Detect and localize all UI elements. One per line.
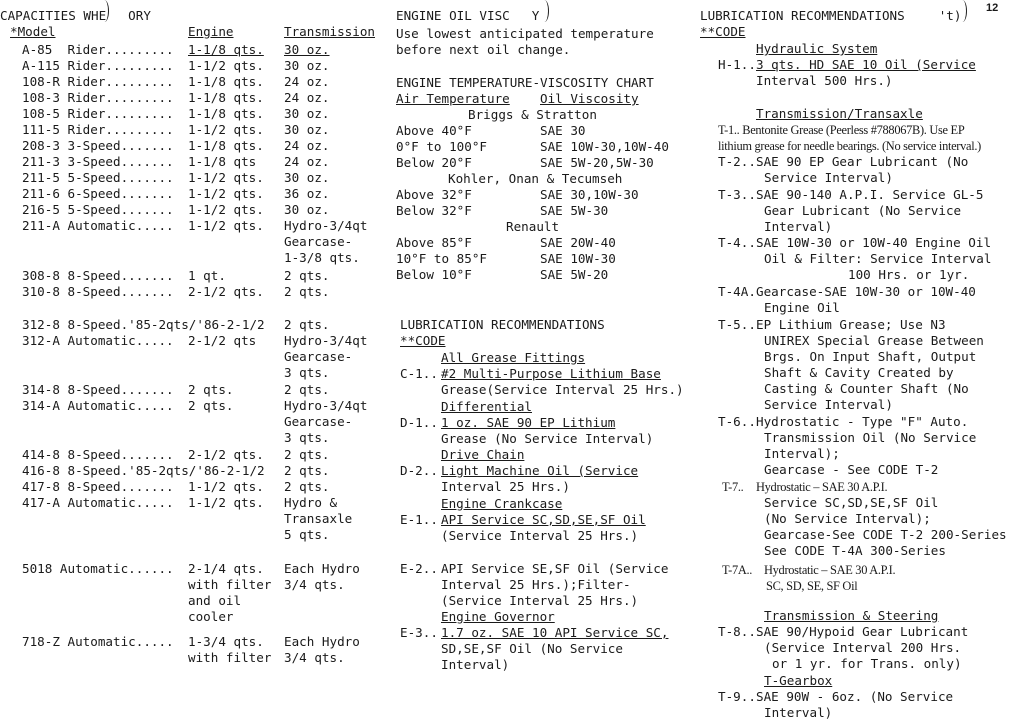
lub-right-line: Engine Oil [764,300,840,315]
capacities-row-model: 108-R Rider......... [22,74,174,89]
lub-right-code: T-4.. [718,235,756,250]
viscosity-value: SAE 5W-20 [540,267,609,282]
capacities-row-transmission: 2 qts. [284,268,330,283]
code-h1: H-1.. [718,57,756,72]
capacities-row-engine: 1-1/8 qts. [188,42,264,57]
lub-mid-line: (Service Interval 25 Hrs.) [441,528,639,543]
lub-mid-line: Light Machine Oil (Service [441,463,639,478]
lub-right-code: T-7A.. [722,563,753,577]
capacities-row-engine: 1 qt. [188,268,226,283]
lub-right-line: Brgs. On Input Shaft, Output [764,349,977,364]
capacities-row-engine: 2 qts. [188,382,234,397]
lub-right-code: T-5.. [718,317,756,332]
capacities-row-transmission: 30 oz. [284,122,330,137]
lub-right-code-header: **CODE [700,24,746,39]
viscosity-temp: Above 40°F [396,123,472,138]
viscosity-group-name: Renault [506,219,560,234]
capacities-row-model: 312-A Automatic..... [22,333,174,348]
capacities-row-model: A-115 Rider......... [22,58,174,73]
lub-right-line: or 1 yr. for Trans. only) [772,656,962,671]
smudge-mark [100,0,109,22]
capacities-row-transmission: 24 oz. [284,74,330,89]
lub-mid-code: E-2.. [400,561,438,576]
lub-right-line: Gear Lubricant (No Service [764,203,962,218]
lub-mid-line: Interval) [441,657,510,672]
capacities-row-model: 211-6 6-Speed....... [22,186,174,201]
lub-mid-line: 1 oz. SAE 90 EP Lithium [441,415,616,430]
capacities-row-transmission: 1-3/8 qts. [284,250,360,265]
lub-right-line: Interval) [764,219,833,234]
capacities-row-engine: with filter [188,650,272,665]
lub-right-line: Gearcase - See CODE T-2 [764,462,939,477]
capacities-row-model: 416-8 8-Speed.'85-2qts/'86-2-1/2 [22,463,265,478]
lub-mid-line: SD,SE,SF Oil (No Service [441,641,623,656]
capacities-row-transmission: 5 qts. [284,527,330,542]
lub-mid-code: D-2.. [400,463,438,478]
lub-mid-heading: Differential [441,399,532,414]
capacities-row-model: 5018 Automatic...... [22,561,174,576]
viscosity-value: SAE 5W-30 [540,203,609,218]
lub-right-code: T-8.. [718,624,756,639]
capacities-row-model: 417-8 8-Speed....... [22,479,174,494]
smudge-mark [958,0,967,22]
lub-right-line: EP Lithium Grease; Use N3 [756,317,946,332]
viscosity-value: SAE 10W-30 [540,251,616,266]
capacities-row-transmission: Hydro-3/4qt [284,218,368,233]
engine-oil-line2: before next oil change. [396,42,571,57]
capacities-row-engine: 1-1/2 qts. [188,186,264,201]
capacities-row-transmission: 30 oz. [284,170,330,185]
capacities-row-transmission: 2 qts. [284,382,330,397]
capacities-row-transmission: Transaxle [284,511,353,526]
lub-right-line: Service SC,SD,SE,SF Oil [764,495,939,510]
capacities-row-engine: 1-1/8 qts. [188,90,264,105]
capacities-row-engine: 2-1/4 qts. [188,561,264,576]
lub-right-code: T-4A. [718,284,756,299]
capacities-row-transmission: 2 qts. [284,284,330,299]
capacities-row-transmission: 2 qts. [284,463,330,478]
capacities-title [0,8,151,24]
capacities-row-engine: 1-1/2 qts. [188,495,264,510]
col-header-transmission: Transmission [284,24,375,39]
viscosity-value: SAE 30,10W-30 [540,187,639,202]
capacities-row-transmission: 30 oz. [284,106,330,121]
capacities-row-transmission: 24 oz. [284,138,330,153]
viscosity-col-oil: Oil Viscosity [540,91,639,106]
viscosity-value: SAE 30 [540,123,586,138]
lub-right-line: SAE 90W - 6oz. (No Service [756,689,954,704]
col-header-model: *Model [10,24,56,39]
lub-mid-heading: All Grease Fittings [441,350,586,365]
lub-right-line: Hydrostatic - Type "F" Auto. [756,414,969,429]
viscosity-temp: 0°F to 100°F [396,139,487,154]
capacities-row-transmission: 2 qts. [284,317,330,332]
viscosity-temp: Above 85°F [396,235,472,250]
lub-right-line: Hydrostatic – SAE 30 A.P.I. [756,480,888,494]
lub-mid-line: Grease(Service Interval 25 Hrs.) [441,382,684,397]
capacities-row-engine: 1-1/8 qts. [188,138,264,153]
lub-right-line: 100 Hrs. or 1yr. [848,267,970,282]
capacities-row-transmission: 30 oz. [284,202,330,217]
capacities-row-model: 108-3 Rider......... [22,90,174,105]
capacities-row-engine: 2-1/2 qts [188,333,257,348]
col-header-engine: Engine [188,24,234,39]
lub-right-code: T-2.. [718,154,756,169]
capacities-row-transmission: 24 oz. [284,154,330,169]
hydraulic-heading: Hydraulic System [756,41,878,56]
lub-mid-line: (Service Interval 25 Hrs.) [441,593,639,608]
lub-right-line: SAE 90 EP Gear Lubricant (No [756,154,969,169]
capacities-row-transmission: 24 oz. [284,90,330,105]
capacities-row-model: 312-8 8-Speed.'85-2qts/'86-2-1/2 [22,317,265,332]
viscosity-temp: 10°F to 85°F [396,251,487,266]
capacities-row-model: A-85 Rider......... [22,42,174,57]
capacities-row-model: 211-5 5-Speed....... [22,170,174,185]
capacities-row-engine: 1-1/2 qts. [188,479,264,494]
capacities-row-engine: 1-1/8 qts. [188,74,264,89]
viscosity-temp: Below 20°F [396,155,472,170]
capacities-row-engine: 2-1/2 qts. [188,447,264,462]
capacities-row-engine: 2 qts. [188,398,234,413]
capacities-row-transmission: Each Hydro [284,561,360,576]
lub-mid-line: Grease (No Service Interval) [441,431,654,446]
lub-right-code: T-9.. [718,689,756,704]
lub-right-line: SAE 10W-30 or 10W-40 Engine Oil [756,235,992,250]
lub-right-line: Gearcase-SAE 10W-30 or 10W-40 [756,284,976,299]
lub-right-line: (No Service Interval); [764,511,931,526]
t1-line1: T-1.. Bentonite Grease (Peerless #788067B). Use EP [718,123,965,137]
h1-line2: Interval 500 Hrs.) [756,73,893,88]
transaxle-heading: Transmission/Transaxle [756,106,923,121]
capacities-row-model: 208-3 3-Speed....... [22,138,174,153]
lub-mid-title: LUBRICATION RECOMMENDATIONS [400,317,605,332]
lub-right-line: Interval) [764,705,833,720]
capacities-row-engine: 1-1/8 qts. [188,106,264,121]
lub-mid-code: E-3.. [400,625,438,640]
engine-oil-title [396,8,539,24]
lub-right-line: Service Interval) [764,170,893,185]
lub-right-line: Service Interval) [764,397,893,412]
lub-right-line: Hydrostatic – SAE 30 A.P.I. [764,563,896,577]
viscosity-temp: Above 32°F [396,187,472,202]
viscosity-temp: Below 10°F [396,267,472,282]
lub-mid-line: Interval 25 Hrs.);Filter- [441,577,631,592]
capacities-row-transmission: Each Hydro [284,634,360,649]
lub-right-title-end: 't) [938,8,962,23]
lub-right-code: T-3.. [718,187,756,202]
capacities-row-engine: 1-1/2 qts. [188,58,264,73]
capacities-row-model: 417-A Automatic..... [22,495,174,510]
viscosity-group-name: Kohler, Onan & Tecumseh [448,171,623,186]
capacities-row-model: 111-5 Rider......... [22,122,174,137]
viscosity-value: SAE 5W-20,5W-30 [540,155,654,170]
capacities-row-transmission: 30 oz. [284,42,330,57]
capacities-row-transmission: Gearcase- [284,349,353,364]
capacities-row-engine: 1-1/2 qts. [188,170,264,185]
lub-right-line: See CODE T-4A 300-Series [764,543,946,558]
capacities-row-model: 216-5 5-Speed....... [22,202,174,217]
lub-mid-heading: Engine Crankcase [441,496,563,511]
capacities-row-engine: with filter [188,577,272,592]
lub-mid-code-header: **CODE [400,333,446,348]
lub-mid-line: API Service SC,SD,SE,SF Oil [441,512,646,527]
capacities-row-transmission: Gearcase- [284,414,353,429]
engine-oil-line1: Use lowest anticipated temperature [396,26,654,41]
capacities-row-transmission: Hydro-3/4qt [284,333,368,348]
capacities-row-transmission: Hydro & [284,495,338,510]
capacities-row-engine: 1-1/2 qts. [188,218,264,233]
capacities-row-engine: and oil [188,593,242,608]
capacities-row-model: 211-3 3-Speed....... [22,154,174,169]
lub-mid-heading: Drive Chain [441,447,525,462]
capacities-row-transmission: 3 qts. [284,430,330,445]
capacities-row-transmission: 2 qts. [284,479,330,494]
lub-mid-line: 1.7 oz. SAE 10 API Service SC, [441,625,669,640]
engine-oil-title-end: Y [531,8,540,23]
lub-right-line: (Service Interval 200 Hrs. [764,640,962,655]
capacities-row-transmission: Hydro-3/4qt [284,398,368,413]
smudge-mark [540,0,549,22]
lub-mid-line: Interval 25 Hrs.) [441,479,570,494]
lub-right-code: T-7.. [722,480,744,494]
lub-right-line: SAE 90-140 A.P.I. Service GL-5 [756,187,984,202]
capacities-row-engine: 2-1/2 qts. [188,284,264,299]
capacities-row-model: 211-A Automatic..... [22,218,174,233]
viscosity-temp: Below 32°F [396,203,472,218]
lub-mid-line: API Service SE,SF Oil (Service [441,561,669,576]
capacities-row-model: 308-8 8-Speed....... [22,268,174,283]
capacities-row-model: 314-8 8-Speed....... [22,382,174,397]
lub-right-line: Shaft & Cavity Created by [764,365,954,380]
t1-line2: lithium grease for needle bearings. (No service interval.) [718,139,981,153]
lub-right-title [700,8,961,24]
lub-mid-line: #2 Multi-Purpose Lithium Base [441,366,661,381]
gearbox-heading: T-Gearbox [764,673,833,688]
capacities-row-model: 314-A Automatic..... [22,398,174,413]
capacities-title-end: ORY [128,8,151,23]
capacities-row-engine: 1-1/2 qts. [188,202,264,217]
viscosity-value: SAE 10W-30,10W-40 [540,139,669,154]
lub-mid-code: D-1.. [400,415,438,430]
capacities-row-transmission: 2 qts. [284,447,330,462]
capacities-row-model: 310-8 8-Speed....... [22,284,174,299]
lub-right-title-start: LUBRICATION RECOMMENDATIONS [700,8,905,23]
viscosity-value: SAE 20W-40 [540,235,616,250]
lub-mid-code: E-1.. [400,512,438,527]
h1-line1: 3 qts. HD SAE 10 Oil (Service [756,57,976,72]
viscosity-col-air: Air Temperature [396,91,510,106]
lub-right-line: Interval); [764,446,840,461]
capacities-title-start: CAPACITIES WHE [0,8,107,23]
capacities-row-transmission: 3/4 qts. [284,650,345,665]
lub-mid-code: C-1.. [400,366,438,381]
lub-right-code: T-6.. [718,414,756,429]
lub-right-line: UNIREX Special Grease Between [764,333,984,348]
steering-heading: Transmission & Steering [764,608,939,623]
lub-right-line: Gearcase-See CODE T-2 200-Series [764,527,1007,542]
capacities-row-model: 414-8 8-Speed....... [22,447,174,462]
capacities-row-engine: 1-1/2 qts. [188,122,264,137]
viscosity-group-name: Briggs & Stratton [468,107,597,122]
lub-right-line: Casting & Counter Shaft (No [764,381,969,396]
capacities-row-engine: 1-3/4 qts. [188,634,264,649]
capacities-row-engine: cooler [188,609,234,624]
lub-right-line: Transmission Oil (No Service [764,430,977,445]
capacities-row-transmission: 3 qts. [284,365,330,380]
page-number: 12 [986,2,999,14]
lub-mid-heading: Engine Governor [441,609,555,624]
engine-oil-title-start: ENGINE OIL VISC [396,8,510,23]
capacities-row-engine: 1-1/8 qts [188,154,257,169]
capacities-row-transmission: Gearcase- [284,234,353,249]
lub-right-line: SC, SD, SE, SF Oil [766,579,858,593]
lub-right-line: Oil & Filter: Service Interval [764,251,992,266]
viscosity-chart-title: ENGINE TEMPERATURE-VISCOSITY CHART [396,75,654,90]
capacities-row-transmission: 30 oz. [284,58,330,73]
lub-right-line: SAE 90/Hypoid Gear Lubricant [756,624,969,639]
capacities-row-transmission: 36 oz. [284,186,330,201]
capacities-row-transmission: 3/4 qts. [284,577,345,592]
capacities-row-model: 718-Z Automatic..... [22,634,174,649]
capacities-row-model: 108-5 Rider......... [22,106,174,121]
